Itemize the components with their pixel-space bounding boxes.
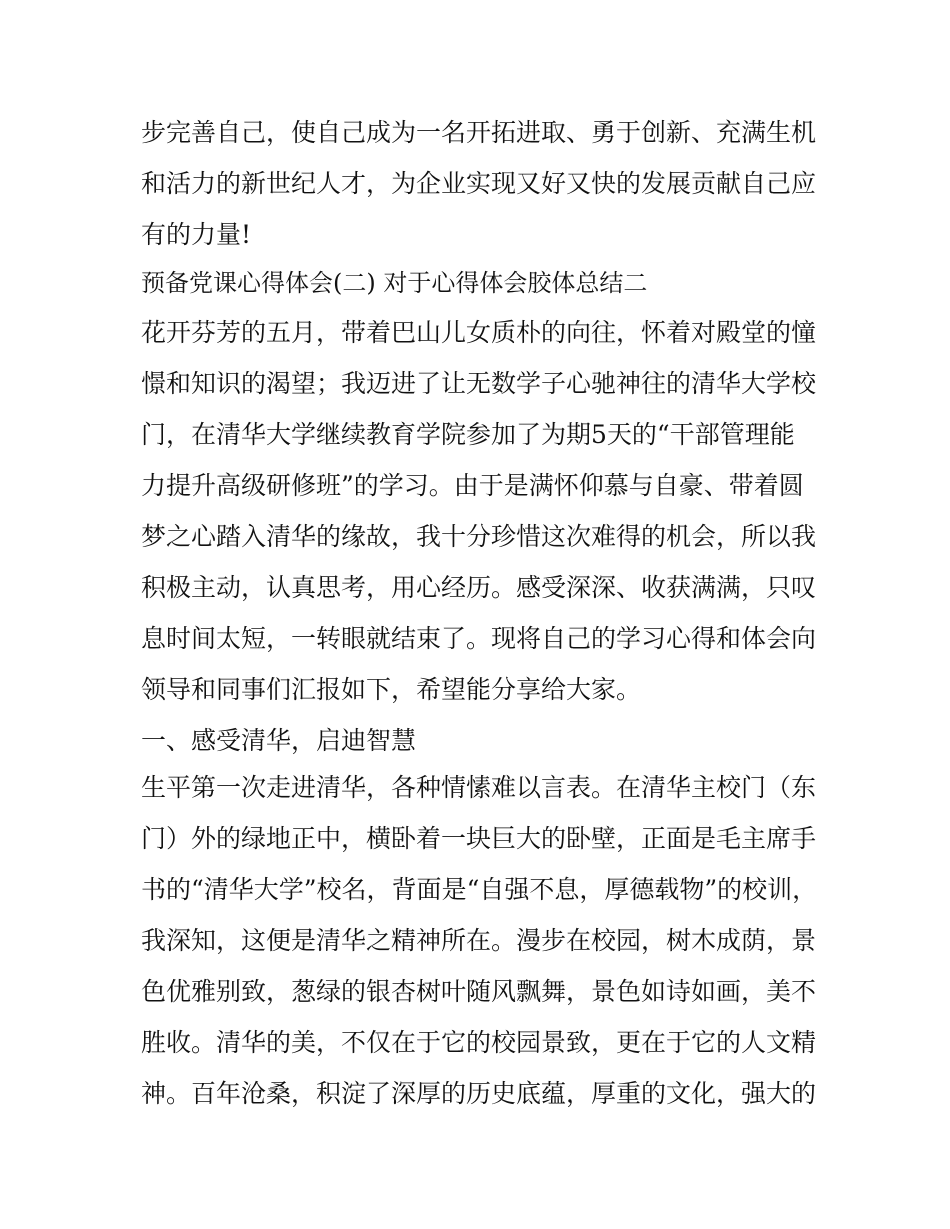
text-line: 息时间太短，一转眼就结束了。现将自己的学习心得和体会向 xyxy=(141,624,817,653)
subheading-text: 一、感受清华，启迪智慧 xyxy=(141,726,417,755)
paragraph-closing xyxy=(141,107,821,260)
text-line: 有的力量! xyxy=(141,220,252,249)
text-line: 领导和同事们汇报如下，希望能分享给大家。 xyxy=(141,675,642,704)
text-line: 神。百年沧桑，积淀了深厚的历史底蕴，厚重的文化，强大的 xyxy=(141,1079,817,1108)
text-line: 门，在清华大学继续教育学院参加了为期5天的“干部管理能 xyxy=(141,420,795,449)
text-line: 梦之心踏入清华的缘故，我十分珍惜这次难得的机会，所以我 xyxy=(141,522,817,551)
text-line: 和活力的新世纪人才，为企业实现又好又快的发展贡献自己应 xyxy=(141,169,817,198)
paragraph-intro xyxy=(141,307,821,715)
text-line: 书的“清华大学”校名，背面是“自强不息，厚德载物”的校训， xyxy=(141,875,818,904)
text-line: 憬和知识的渴望；我迈进了让无数学子心驰神往的清华大学校 xyxy=(141,369,817,398)
text-line: 力提升高级研修班”的学习。由于是满怀仰慕与自豪、带着圆 xyxy=(141,471,804,500)
text-line: 积极主动，认真思考，用心经历。感受深深、收获满满，只叹 xyxy=(141,573,817,602)
text-line: 花开芬芳的五月，带着巴山儿女质朴的向往，怀着对殿堂的憧 xyxy=(141,318,817,347)
paragraph-body xyxy=(141,762,821,1119)
text-line: 我深知，这便是清华之精神所在。漫步在校园，树木成荫，景 xyxy=(141,926,817,955)
text-line: 门）外的绿地正中，横卧着一块巨大的卧壁，正面是毛主席手 xyxy=(141,824,817,853)
text-line: 色优雅别致，葱绿的银杏树叶随风飘舞，景色如诗如画，美不 xyxy=(141,977,817,1006)
section-title xyxy=(141,258,821,309)
text-line: 生平第一次走进清华，各种情愫难以言表。在清华主校门（东 xyxy=(141,773,817,802)
text-line: 步完善自己，使自己成为一名开拓进取、勇于创新、充满生机 xyxy=(141,118,817,147)
section-title-text: 预备党课心得体会(二) 对于心得体会胶体总结二 xyxy=(141,269,648,297)
subheading xyxy=(141,715,821,766)
text-line: 胜收。清华的美，不仅在于它的校园景致，更在于它的人文精 xyxy=(141,1028,817,1057)
